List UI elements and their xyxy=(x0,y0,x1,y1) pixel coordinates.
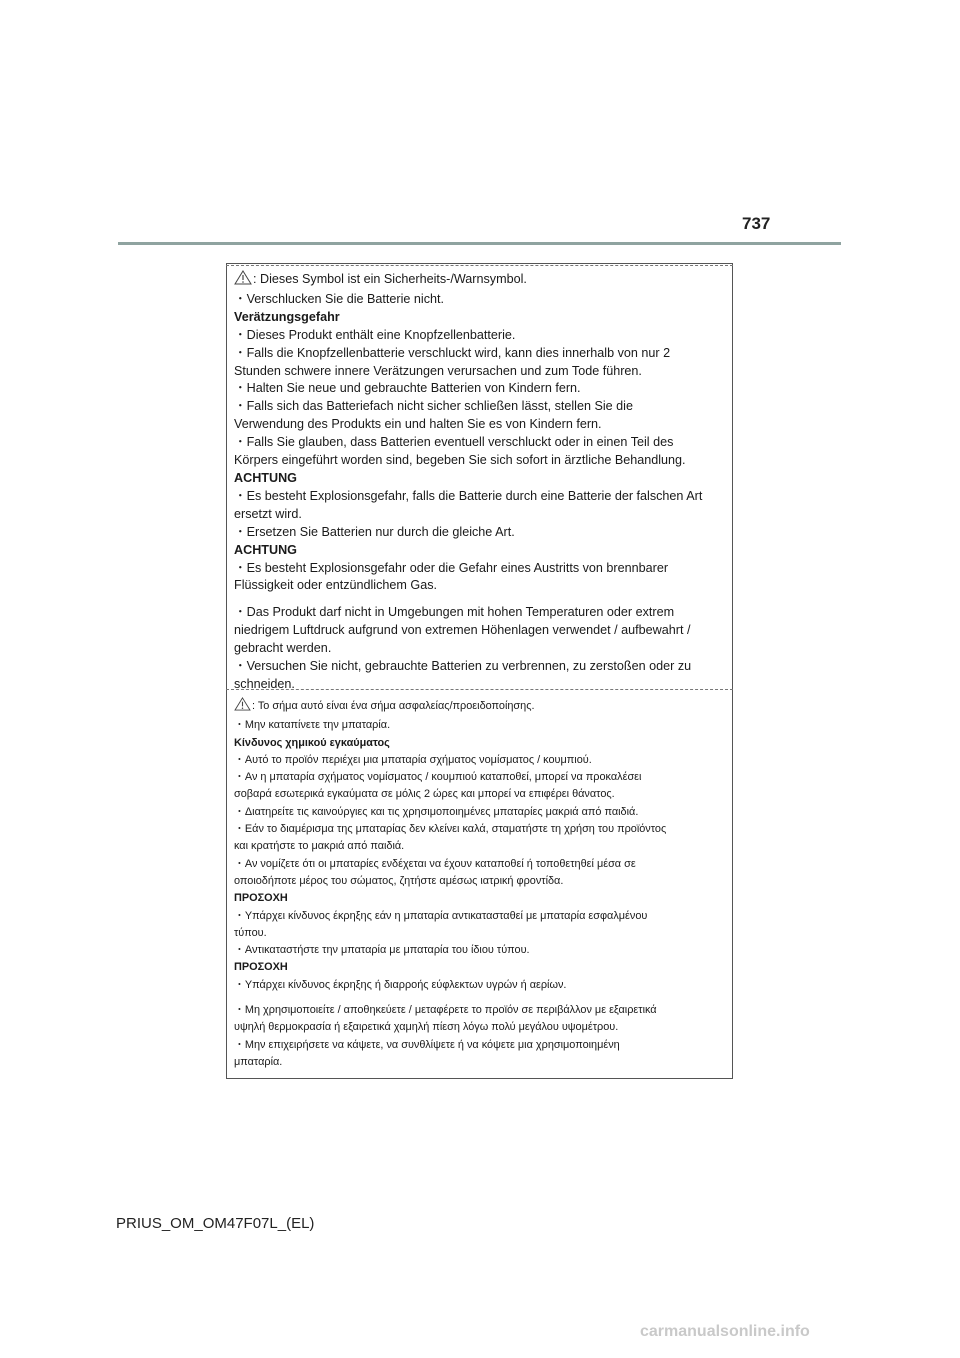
greek-text-line: υψηλή θερμοκρασία ή εξαιρετικά χαμηλή πίεση λόγω πολύ μεγάλου υψομέτρου. xyxy=(234,1021,619,1034)
greek-text-line: ・Αντικαταστήστε την μπαταρία με μπαταρία του ίδιου τύπου. xyxy=(234,944,530,957)
greek-symbol-line xyxy=(234,697,724,717)
greek-text-part1 xyxy=(234,717,724,994)
german-section xyxy=(234,270,724,694)
greek-text-line: Κίνδυνος χημικού εγκαύματος xyxy=(234,736,390,749)
greek-text-part2 xyxy=(234,1002,724,1071)
german-text-line: ・Es besteht Explosionsgefahr, falls die Batterie durch eine Batterie der falschen Art xyxy=(234,488,703,503)
german-text-line: ・Verschlucken Sie die Batterie nicht. xyxy=(234,291,445,306)
german-text-line: schneiden. xyxy=(234,676,295,691)
german-text-line: ・Versuchen Sie nicht, gebrauchte Batterien zu verbrennen, zu zerstoßen oder zu xyxy=(234,659,692,674)
german-text-line: ・Das Produkt darf nicht in Umgebungen mit hohen Temperaturen oder extrem xyxy=(234,605,675,620)
german-text-line: ・Dieses Produkt enthält eine Knopfzellenbatterie. xyxy=(234,327,516,342)
page-number: 737 xyxy=(742,214,771,233)
german-text-line: Verwendung des Produkts ein und halten Sie es von Kindern fern. xyxy=(234,417,602,432)
german-text-line: Körpers eingeführt worden sind, begeben Sie sich sofort in ärztliche Behandlung. xyxy=(234,453,686,468)
greek-text-line: ・Αν η μπαταρία σχήματος νομίσματος / κουμπιού καταποθεί, μπορεί να προκαλέσει xyxy=(234,771,642,784)
german-text-line: ・Falls sich das Batteriefach nicht sicher schließen lässt, stellen Sie die xyxy=(234,399,633,414)
german-text-line: gebracht werden. xyxy=(234,641,332,656)
german-text-line: Verätzungsgefahr xyxy=(234,309,340,324)
german-text-line: ersetzt wird. xyxy=(234,506,302,521)
greek-section xyxy=(234,697,724,1071)
german-text-line: ・Es besteht Explosionsgefahr oder die Gefahr eines Austritts von brennbarer xyxy=(234,560,669,575)
greek-symbol-note: : Το σήμα αυτό είναι ένα σήμα ασφαλείας/προειδοποίησης. xyxy=(252,700,535,712)
german-text-part1 xyxy=(234,291,724,595)
greek-text-line: σοβαρά εσωτερικά εγκαύματα σε μόλις 2 ώρες και μπορεί να επιφέρει θάνατος. xyxy=(234,788,615,801)
warning-triangle-icon xyxy=(234,697,251,717)
greek-text-line: ・Μην καταπίνετε την μπαταρία. xyxy=(234,719,391,732)
greek-text-line: ・Υπάρχει κίνδυνος έκρηξης εάν η μπαταρία αντικατασταθεί με μπαταρία εσφαλμένου xyxy=(234,909,648,922)
warning-triangle-icon xyxy=(234,270,252,291)
header-rule xyxy=(118,242,841,245)
german-text-line: niedrigem Luftdruck aufgrund von extremen Höhenlagen verwendet / aufbewahrt / xyxy=(234,623,691,638)
greek-text-line: ・Εάν το διαμέρισμα της μπαταρίας δεν κλείνει καλά, σταματήστε τη χρήση του προϊόντος xyxy=(234,823,667,836)
german-text-line: Stunden schwere innere Verätzungen verursachen und zum Tode führen. xyxy=(234,363,642,378)
german-symbol-line xyxy=(234,270,724,291)
german-text-part2 xyxy=(234,604,724,694)
greek-text-line: ΠΡΟΣΟΧΗ xyxy=(234,961,288,974)
german-text-line: ・Falls Sie glauben, dass Batterien eventuell verschluckt oder in einen Teil des xyxy=(234,435,674,450)
greek-text-line: τύπου. xyxy=(234,926,267,939)
top-dashed-line xyxy=(226,265,733,266)
greek-text-line: ・Αυτό το προϊόν περιέχει μια μπαταρία σχήματος νομίσματος / κουμπιού. xyxy=(234,753,592,766)
greek-text-line: ・Υπάρχει κίνδυνος έκρηξης ή διαρροής εύφλεκτων υγρών ή αερίων. xyxy=(234,978,567,991)
german-text-line: ACHTUNG xyxy=(234,470,297,485)
german-text-line: Flüssigkeit oder entzündlichem Gas. xyxy=(234,578,437,593)
greek-text-line: ・Αν νομίζετε ότι οι μπαταρίες ενδέχεται να έχουν καταποθεί ή τοποθετηθεί μέσα σε xyxy=(234,857,636,870)
document-code: PRIUS_OM_OM47F07L_(EL) xyxy=(116,1215,315,1232)
greek-text-line: μπαταρία. xyxy=(234,1055,283,1068)
german-text-line: ・Falls die Knopfzellenbatterie verschluckt wird, kann dies innerhalb von nur 2 xyxy=(234,345,671,360)
greek-text-line: ・Μην επιχειρήσετε να κάψετε, να συνθλίψετε ή να κόψετε μια χρησιμοποιημένη xyxy=(234,1038,620,1051)
german-text-line: ・Ersetzen Sie Batterien nur durch die gleiche Art. xyxy=(234,524,515,539)
greek-text-line: και κρατήστε το μακριά από παιδιά. xyxy=(234,840,405,853)
german-symbol-note: : Dieses Symbol ist ein Sicherheits-/Warnsymbol. xyxy=(253,272,527,286)
german-text-line: ACHTUNG xyxy=(234,542,297,557)
german-text-line: ・Halten Sie neue und gebrauchte Batterien von Kindern fern. xyxy=(234,381,581,396)
watermark: carmanualsonline.info xyxy=(640,1323,810,1340)
greek-text-line: οποιοδήποτε μέρος του σώματος, ζητήστε αμέσως ιατρική φροντίδα. xyxy=(234,874,564,887)
greek-text-line: ・Διατηρείτε τις καινούργιες και τις χρησιμοποιημένες μπαταρίες μακριά από παιδιά. xyxy=(234,805,639,818)
greek-text-line: ΠΡΟΣΟΧΗ xyxy=(234,892,288,905)
greek-text-line: ・Μη χρησιμοποιείτε / αποθηκεύετε / μεταφέρετε το προϊόν σε περιβάλλον με εξαιρετικά xyxy=(234,1004,657,1017)
